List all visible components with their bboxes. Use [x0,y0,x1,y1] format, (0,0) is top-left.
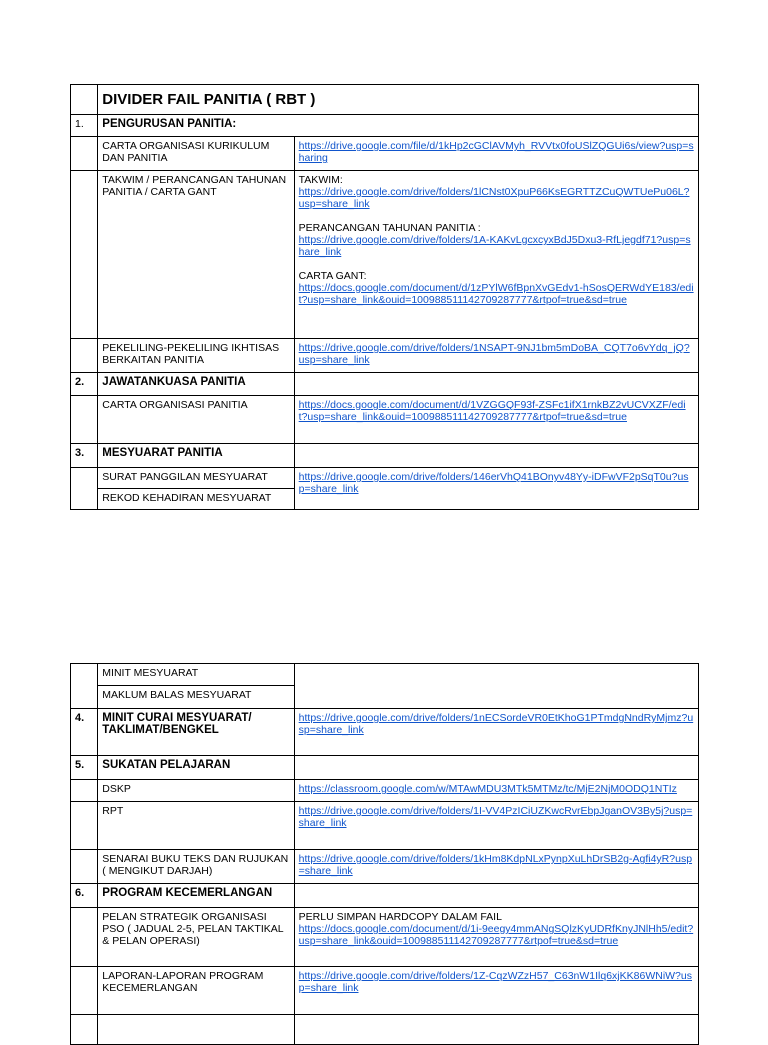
section-number: 1. [71,115,98,137]
empty-cell [98,1015,294,1045]
title-number-cell [71,85,98,115]
perancangan-tahunan-label: PERANCANGAN TAHUNAN PANITIA : [298,222,481,234]
empty-cell [294,373,698,396]
senarai-buku-teks-link[interactable]: https://drive.google.com/drive/folders/1kHm8KdpNLxPynpXuLhDrSB2g-Agfi4yR?usp=share_link [298,853,693,877]
title-cell [98,85,699,115]
section-number: 4. [71,709,98,756]
link-cell [294,339,698,373]
divider-table-page-1 [70,84,699,510]
carta-organisasi-panitia-link[interactable]: https://docs.google.com/document/d/1VZGGQF93f-ZSFc1ifX1rnkBZ2vUCVXZF/edit?usp=share_link&ouid=100988511142709287777&rtpof=true&sd=true [298,399,686,423]
takwim-label: TAKWIM: [298,174,343,186]
row-label-senarai-buku-teks: SENARAI BUKU TEKS DAN RUJUKAN ( MENGIKUT DARJAH) [98,850,294,884]
empty-number-cell [71,908,98,967]
dskp-link[interactable]: https://classroom.google.com/w/MTAwMDU3MTk5MTMz/tc/MjE2NjM0ODQ1NTIz [298,783,677,795]
row-label-surat-panggilan: SURAT PANGGILAN MESYUARAT [98,468,294,489]
row-label-minit-mesyuarat: MINIT MESYUARAT [98,664,294,686]
link-cell [294,137,698,171]
section-number: 2. [71,373,98,396]
link-cell [294,396,698,444]
empty-cell [294,444,698,468]
section-number: 3. [71,444,98,468]
row-label-takwim: TAKWIM / PERANCANGAN TAHUNAN PANITIA / CARTA GANT [98,171,294,339]
carta-organisasi-kurikulum-link[interactable]: https://drive.google.com/file/d/1kHp2cGClAVMyh_RVVtx0foUSlZQGUi6s/view?usp=sharing [298,140,694,164]
section-number: 6. [71,884,98,908]
link-cell [294,850,698,884]
pelan-strategik-cell [294,908,698,967]
empty-cell [294,1015,698,1045]
empty-number-cell [71,137,98,171]
section-number: 5. [71,756,98,780]
row-label-carta-organisasi-kurikulum: CARTA ORGANISASI KURIKULUM DAN PANITIA [98,137,294,171]
empty-cell [294,664,698,709]
hardcopy-note: PERLU SIMPAN HARDCOPY DALAM FAIL [298,911,502,923]
empty-number-cell [71,850,98,884]
empty-number-cell [71,396,98,444]
section-heading-sukatan-pelajaran: SUKATAN PELAJARAN [98,756,294,780]
minit-curai-link[interactable]: https://drive.google.com/drive/folders/1nECSordeVR0EtKhoG1PTmdgNndRyMjmz?usp=share_link [298,712,694,736]
takwim-links-cell [294,171,698,339]
empty-number-cell [71,339,98,373]
divider-table-page-2 [70,663,699,1045]
row-label-pelan-strategik: PELAN STRATEGIK ORGANISASI PSO ( JADUAL 2-5, PELAN TAKTIKAL & PELAN OPERASI) [98,908,294,967]
link-cell [294,967,698,1015]
section-heading-pengurusan-panitia: PENGURUSAN PANITIA: [98,115,699,137]
pelan-strategik-link[interactable]: https://docs.google.com/document/d/1i-9eegy4mmANgSQlzKyUDRfKnyJNlHh5/edit?usp=share_link&ouid=100988511142709287777&rtpof=true&sd=true [298,923,694,947]
link-cell [294,780,698,802]
section-heading-program-kecemerlangan: PROGRAM KECEMERLANGAN [98,884,294,908]
row-label-rpt: RPT [98,802,294,850]
empty-number-cell [71,1015,98,1045]
section-heading-jawatankuasa-panitia: JAWATANKUASA PANITIA [98,373,294,396]
row-label-carta-organisasi-panitia: CARTA ORGANISASI PANITIA [98,396,294,444]
row-label-maklum-balas: MAKLUM BALAS MESYUARAT [98,686,294,709]
carta-gant-label: CARTA GANT: [298,270,367,282]
perancangan-tahunan-link[interactable]: https://drive.google.com/drive/folders/1A-KAKvLgcxcyxBdJ5Dxu3-RfLjegdf71?usp=share_link [298,234,691,258]
empty-number-cell [71,171,98,339]
section-heading-mesyuarat-panitia: MESYUARAT PANITIA [98,444,294,468]
link-cell [294,709,698,756]
row-label-rekod-kehadiran: REKOD KEHADIRAN MESYUARAT [98,489,294,510]
empty-number-cell [71,664,98,709]
row-label-dskp: DSKP [98,780,294,802]
link-cell [294,802,698,850]
carta-gant-link[interactable]: https://docs.google.com/document/d/1zPYlW6fBpnXvGEdv1-hSosQERWdYE183/edit?usp=share_link&ouid=100988511142709287777&rtpof=true&sd=true [298,282,694,306]
empty-number-cell [71,780,98,802]
link-cell [294,468,698,510]
empty-number-cell [71,802,98,850]
surat-panggilan-link[interactable]: https://drive.google.com/drive/folders/146erVhQ41BOnyv48Yy-iDFwVF2pSqT0u?usp=share_link [298,471,689,495]
pekeliling-link[interactable]: https://drive.google.com/drive/folders/1NSAPT-9NJ1bm5mDoBA_CQT7o6vYdq_jQ?usp=share_link [298,342,690,366]
rpt-link[interactable]: https://drive.google.com/drive/folders/1I-VV4PzICiUZKwcRvrEbpJganOV3By5j?usp=share_link [298,805,693,829]
section-heading-minit-curai: MINIT CURAI MESYUARAT/ TAKLIMAT/BENGKEL [98,709,294,756]
empty-number-cell [71,468,98,510]
empty-cell [294,884,698,908]
takwim-link[interactable]: https://drive.google.com/drive/folders/1lCNst0XpuP66KsEGRTTZCuQWTUePu06L?usp=share_link [298,186,690,210]
empty-cell [294,756,698,780]
row-label-pekeliling: PEKELILING-PEKELILING IKHTISAS BERKAITAN PANITIA [98,339,294,373]
document-title: DIVIDER FAIL PANITIA ( RBT ) [102,91,316,108]
laporan-program-link[interactable]: https://drive.google.com/drive/folders/1Z-CqzWZzH57_C63nW1Ilq6xjKK86WNiW?usp=share_link [298,970,692,994]
row-label-laporan-program: LAPORAN-LAPORAN PROGRAM KECEMERLANGAN [98,967,294,1015]
empty-number-cell [71,967,98,1015]
